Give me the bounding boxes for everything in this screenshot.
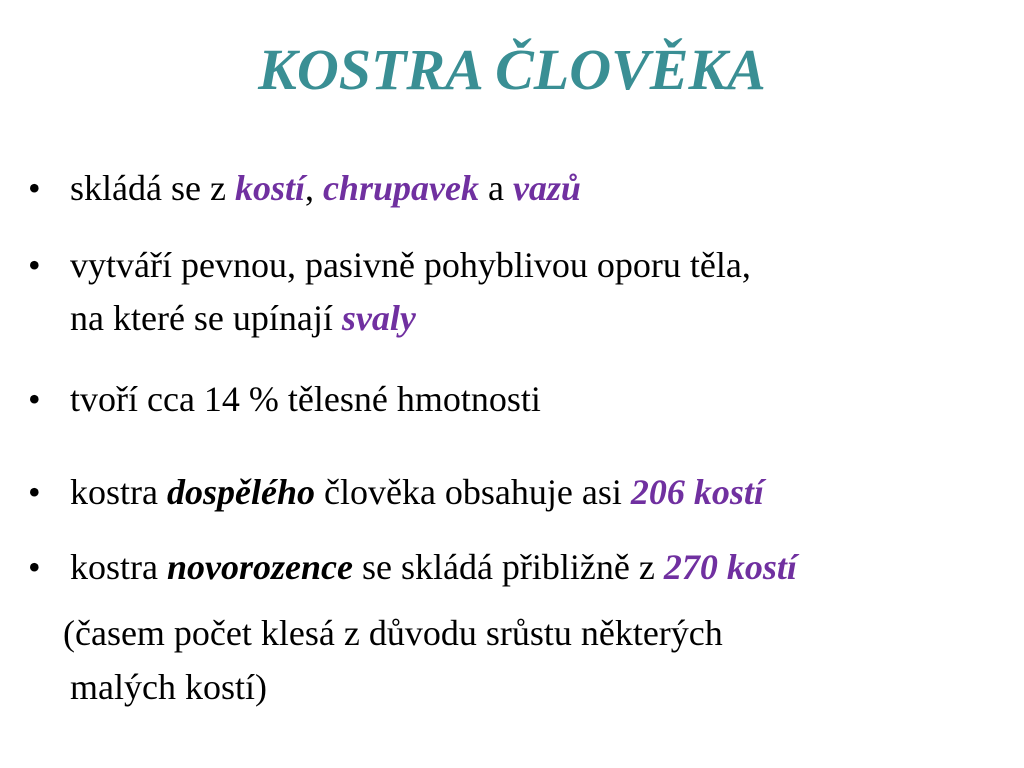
slide-title: KOSTRA ČLOVĚKA: [258, 37, 766, 102]
bullet-text: tvoří cca 14 % tělesné hmotnosti: [70, 379, 541, 419]
bullet-marker: •: [28, 547, 41, 587]
bullet-text: [70, 163, 581, 213]
bullet-marker: •: [28, 168, 41, 208]
bullet-text: [70, 542, 797, 592]
highlight-muscles: svaly: [341, 298, 416, 338]
bullet-marker: •: [28, 245, 41, 285]
bullet-text-line-2: [70, 293, 416, 343]
highlight-bones: kostí: [234, 168, 305, 208]
text-segment: skládá se z: [70, 168, 235, 208]
highlight-ligaments: vazů: [512, 168, 581, 208]
text-segment: se skládá přibližně z: [352, 547, 664, 587]
highlight-206-bones: 206 kostí: [630, 472, 764, 512]
bullet-text-line-1: vytváří pevnou, pasivně pohyblivou oporu těla,: [70, 245, 751, 285]
highlight-adult: dospělého: [166, 472, 315, 512]
text-segment: člověka obsahuje asi: [314, 472, 631, 512]
highlight-newborn: novorozence: [166, 547, 353, 587]
text-segment: kostra: [70, 472, 167, 512]
text-segment: kostra: [70, 547, 167, 587]
text-segment: na které se upínají: [70, 298, 342, 338]
note-line-1: (časem počet klesá z důvodu srůstu některých: [63, 613, 723, 653]
text-segment: a: [478, 168, 513, 208]
bullet-text: [70, 467, 764, 517]
bullet-marker: •: [28, 472, 41, 512]
note-line-2: malých kostí): [70, 667, 267, 707]
text-segment: ,: [304, 168, 323, 208]
bullet-marker: •: [28, 379, 41, 419]
highlight-cartilage: chrupavek: [322, 168, 479, 208]
highlight-270-bones: 270 kostí: [663, 547, 797, 587]
